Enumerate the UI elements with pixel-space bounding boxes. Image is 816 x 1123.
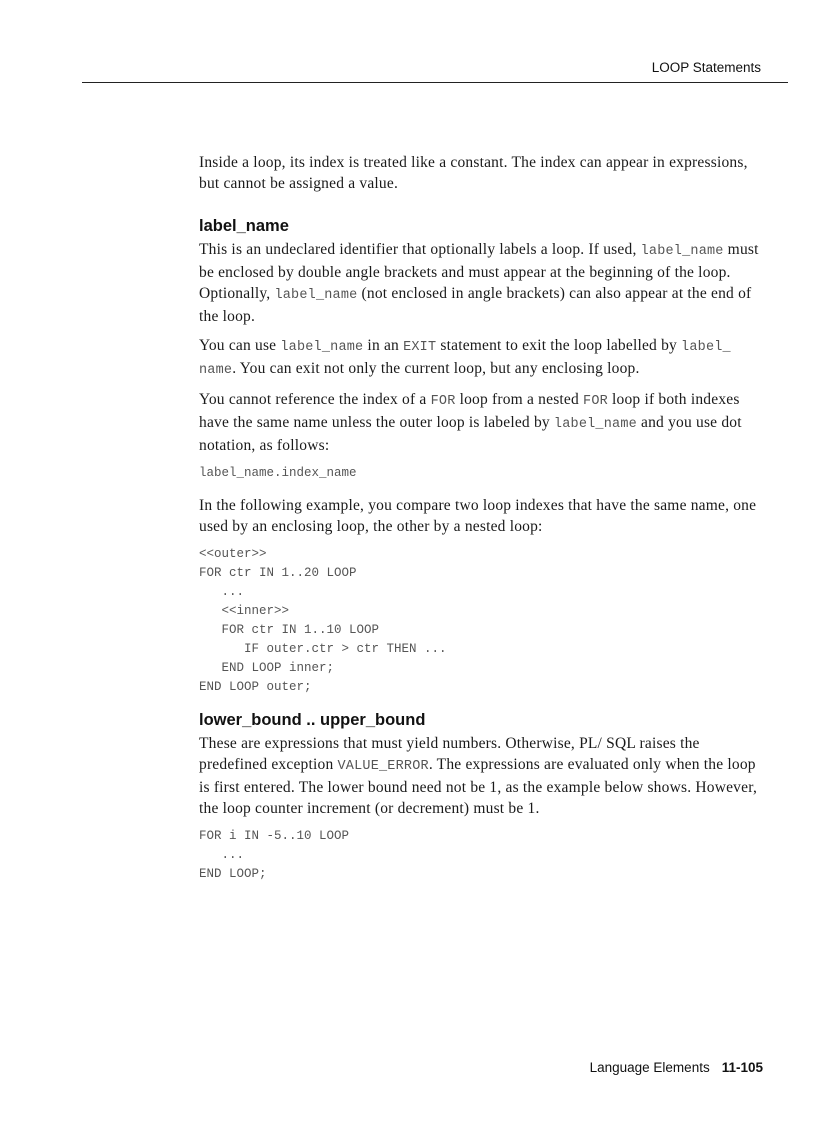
nested-loop-code-example: <<outer>> FOR ctr IN 1..20 LOOP ... <<inner>> FOR ctr IN 1..10 LOOP IF outer.ctr > ctr THEN ... END LOOP inner; END LOOP outer;	[199, 547, 447, 694]
label-name-paragraph-3: You cannot reference the index of a FOR loop from a nested FOR loop if both indexes have the same name unless the outer loop is labeled by label_name and you use dot notation, as follows:	[199, 391, 742, 454]
label-name-paragraph-4: In the following example, you compare two loop indexes that have the same name, one used by an enclosing loop, the other by a nested loop:	[199, 497, 757, 535]
bounds-code-example: FOR i IN -5..10 LOOP ... END LOOP;	[199, 829, 350, 881]
bounds-paragraph: These are expressions that must yield numbers. Otherwise, PL/ SQL raises the predefined exception VALUE_ERROR. The expressions are evaluated only when the loop is first entered. The lower bound need not be 1, as the example below shows. However, the loop counter increment (or decrement) must be 1.	[199, 735, 758, 817]
bounds-heading: lower_bound .. upper_bound	[199, 711, 426, 729]
label-name-heading: label_name	[199, 217, 289, 235]
page-content	[199, 152, 767, 896]
intro-paragraph: Inside a loop, its index is treated like a constant. The index can appear in expressions, but cannot be assigned a value.	[199, 154, 748, 192]
dot-notation-code: label_name.index_name	[199, 466, 357, 480]
page-footer	[590, 1060, 763, 1075]
label-name-paragraph-2: You can use label_name in an EXIT statement to exit the loop labelled by label_ name. You can exit not only the current loop, but any enclosing loop.	[199, 337, 731, 378]
running-header-title: LOOP Statements	[651, 60, 761, 75]
footer-section: Language Elements	[589, 1060, 710, 1075]
label-name-paragraph-1: This is an undeclared identifier that optionally labels a loop. If used, label_name must be enclosed by double angle brackets and must appear at the beginning of the loop. Optionally, label_name (not enclosed in angle brackets) can also appear at the end of the loop.	[199, 241, 759, 325]
page-number: 11-105	[721, 1060, 763, 1075]
header-rule	[82, 82, 788, 83]
